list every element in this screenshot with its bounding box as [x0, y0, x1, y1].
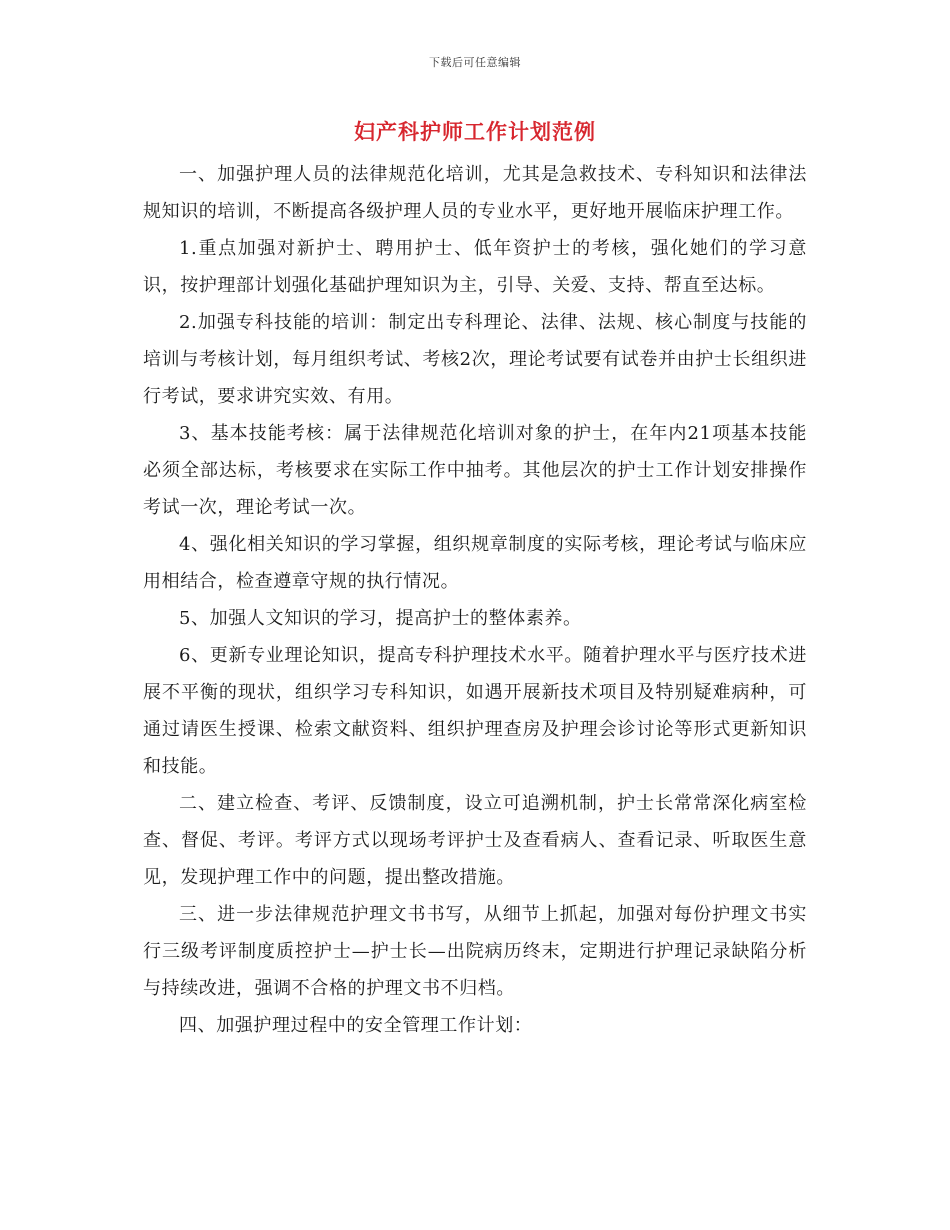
paragraph-8: 二、建立检查、考评、反馈制度，设立可追溯机制，护士长常常深化病室检查、督促、考评。考评方式以现场考评护士及查看病人、查看记录、听取医生意见，发现护理工作中的问题，提出整改措施。	[143, 793, 807, 888]
paragraph-9: 三、进一步法律规范护理文书书写，从细节上抓起，加强对每份护理文书实行三级考评制度质控护士—护士长—出院病历终末，定期进行护理记录缺陷分析与持续改进，强调不合格的护理文书不归档。	[143, 904, 807, 999]
paragraph-5: 4、强化相关知识的学习掌握，组织规章制度的实际考核，理论考试与临床应用相结合，检查遵章守规的执行情况。	[143, 534, 807, 592]
paragraph-7: 6、更新专业理论知识，提高专科护理技术水平。随着护理水平与医疗技术进展不平衡的现状，组织学习专科知识，如遇开展新技术项目及特别疑难病种，可通过请医生授课、检索文献资料、组织护理查房及护理会诊讨论等形式更新知识和技能。	[143, 645, 807, 777]
paragraph-6: 5、加强人文知识的学习，提高护士的整体素养。	[179, 608, 582, 629]
paragraph-2: 1.重点加强对新护士、聘用护士、低年资护士的考核，强化她们的学习意识，按护理部计划强化基础护理知识为主，引导、关爱、支持、帮直至达标。	[143, 238, 807, 296]
document-body	[143, 156, 807, 1044]
paragraph-1: 一、加强护理人员的法律规范化培训，尤其是急救技术、专科知识和法律法规知识的培训，不断提高各级护理人员的专业水平，更好地开展临床护理工作。	[143, 164, 807, 222]
paragraph-3: 2.加强专科技能的培训：制定出专科理论、法律、法规、核心制度与技能的培训与考核计划，每月组织考试、考核2次，理论考试要有试卷并由护士长组织进行考试，要求讲究实效、有用。	[143, 312, 807, 407]
header-note: 下载后可任意编辑	[429, 56, 521, 69]
paragraph-10: 四、加强护理过程中的安全管理工作计划：	[179, 1015, 533, 1036]
document-title: 妇产科护师工作计划范例	[354, 119, 596, 144]
paragraph-4: 3、基本技能考核：属于法律规范化培训对象的护士，在年内21项基本技能必须全部达标，考核要求在实际工作中抽考。其他层次的护士工作计划安排操作考试一次，理论考试一次。	[143, 423, 807, 518]
